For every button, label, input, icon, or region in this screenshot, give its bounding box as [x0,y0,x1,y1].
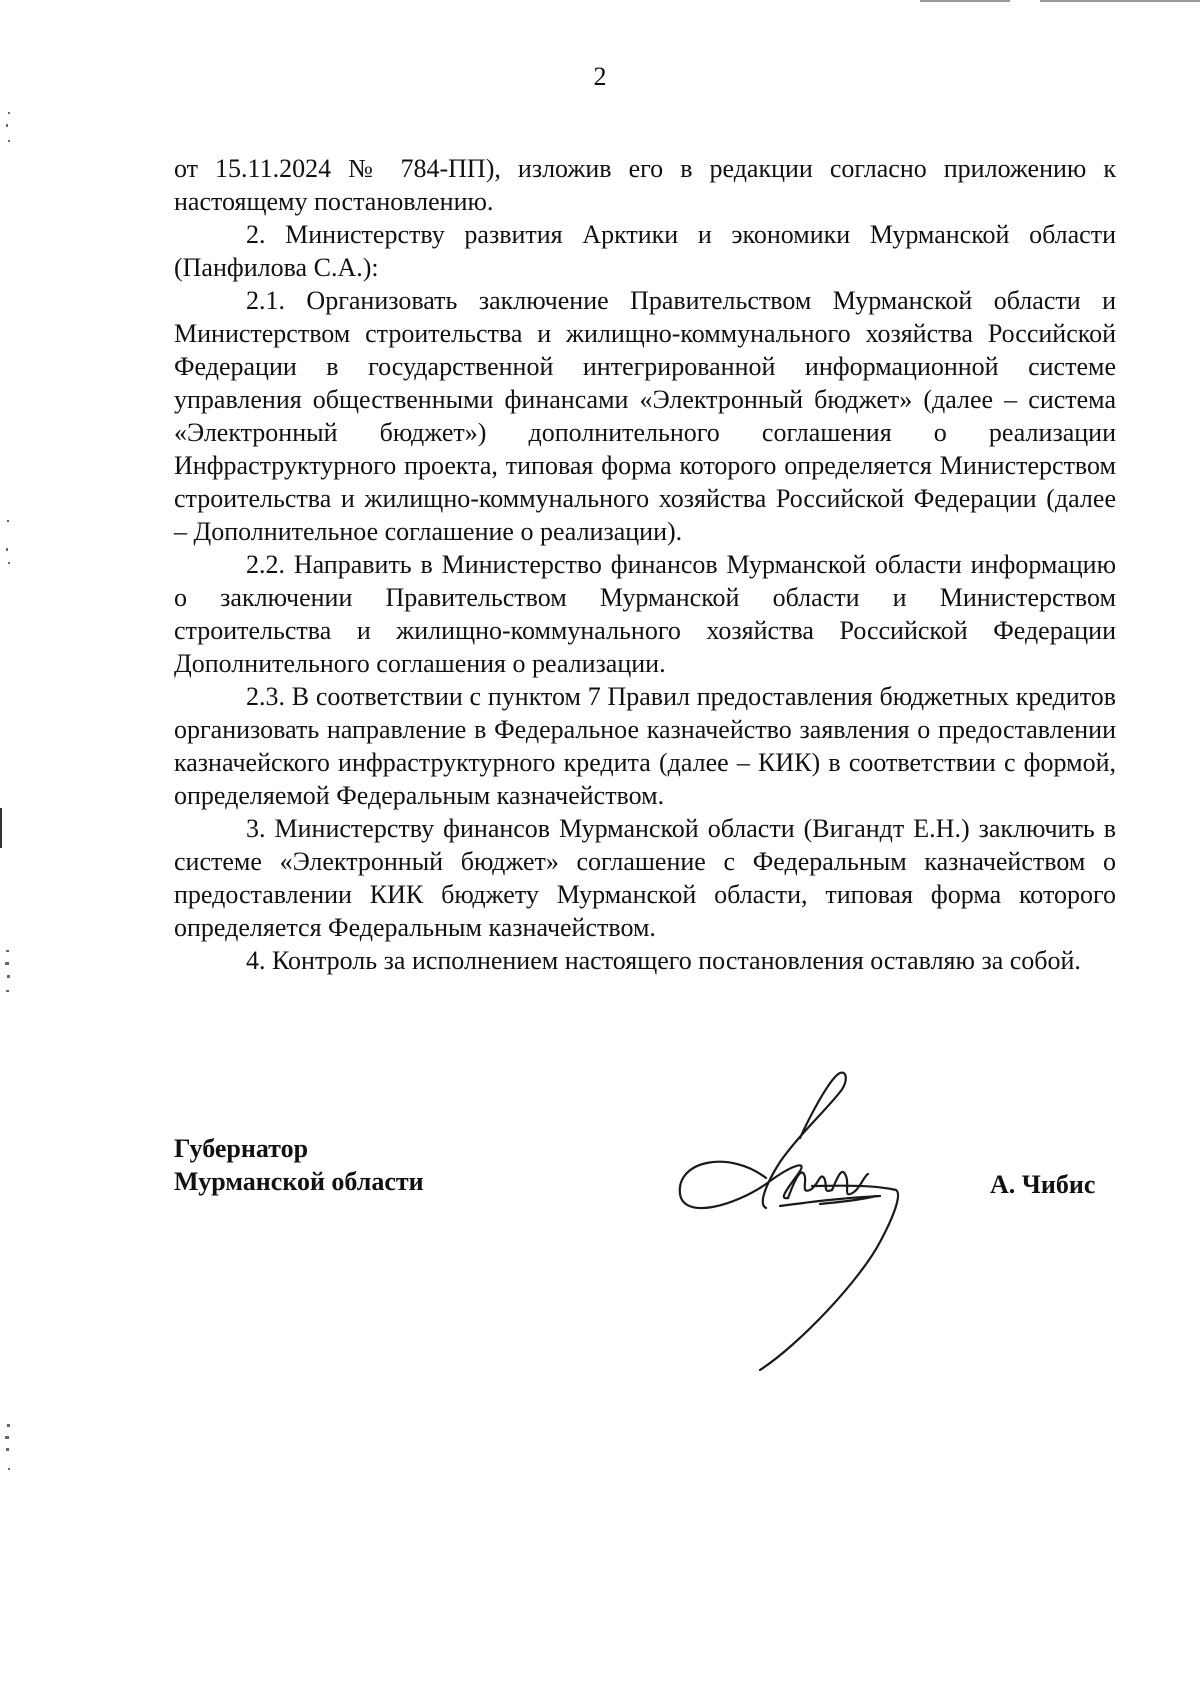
signatory-name: А. Чибис [990,1170,1096,1199]
top-rule-right [1040,0,1200,2]
paragraph-item-2-2: 2.2. Направить в Министерство финансов Мурманской области информацию о заключении Правительством Мурманской области и Министерством строительства и жилищно-коммунального хозяйства Российской Федерации Дополнительного соглашения о реализации. [174,550,1116,678]
handwritten-signature-icon [670,1066,910,1376]
paragraph-item-4: 4. Контроль за исполнением настоящего постановления оставляю за собой. [246,946,1081,975]
paragraph-item-2: 2. Министерству развития Арктики и экономики Мурманской области (Панфилова С.А.): [174,220,1116,282]
signatory-position [174,1132,424,1198]
paragraph-continuation: от 15.11.2024 № 784-ПП), изложив его в редакции согласно приложению к настоящему постановлению. [174,154,1116,216]
paragraph-item-2-3: 2.3. В соответствии с пунктом 7 Правил предоставления бюджетных кредитов организовать направление в Федеральное казначейство заявления о предоставлении казначейского инфраструктурного кредита (далее – КИК) в соответствии с формой, определяемой Федеральным казначейством. [174,682,1116,810]
top-rule-left [920,0,1010,2]
paragraph-item-3: 3. Министерству финансов Мурманской области (Вигандт Е.Н.) заключить в системе «Электронный бюджет» соглашение с Федеральным казначейством о предоставлении КИК бюджету Мурманской области, типовая форма которого определяется Федеральным казначейством. [174,814,1116,942]
document-body [174,152,1116,977]
signatory-position-line2: Мурманской области [174,1167,424,1196]
page-number: 2 [593,62,607,91]
paragraph-item-2-1: 2.1. Организовать заключение Правительством Мурманской области и Министерством строительства и жилищно-коммунального хозяйства Российской Федерации в государственной интегрированной информационной системе управления общественными финансами «Электронный бюджет» (далее – система «Электронный бюджет») дополнительного соглашения о реализации Инфраструктурного проекта, типовая форма которого определяется Министерством строительства и жилищно-коммунального хозяйства Российской Федерации (далее – Дополнительное соглашение о реализации). [174,286,1116,546]
scan-margin-marks [0,0,16,1702]
signatory-position-line1: Губернатор [174,1134,309,1163]
